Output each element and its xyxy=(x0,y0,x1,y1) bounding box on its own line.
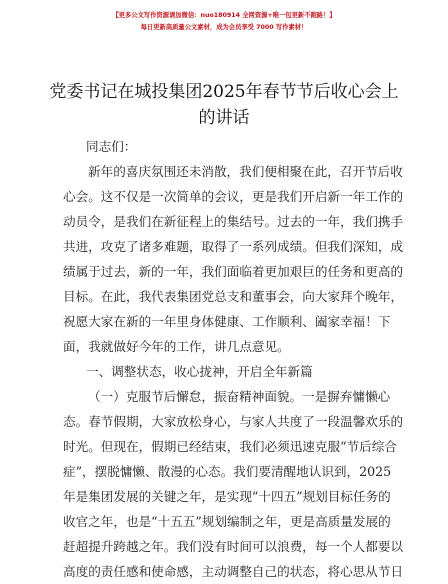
paragraph-line: 态。春节假期，大家放松身心，与家人共度了一段温馨欢乐的 xyxy=(63,414,404,429)
paragraph-line: 症”，摆脱慵懒、散漫的心态。我们要清醒地认识到，2025 xyxy=(63,464,392,479)
paragraph-line: 祝愿大家在新的一年里身体健康、工作顺利、阖家幸福！下 xyxy=(63,314,391,329)
paragraph-line: 心会。这不仅是一次简单的会议，更是我们开启新一年工作的 xyxy=(63,189,404,204)
paragraph-line: 年是集团发展的关键之年，是实现“十四五”规划目标任务的 xyxy=(63,489,391,504)
paragraph-line: 收官之年，也是“十五五”规划编制之年，更是高质量发展的 xyxy=(63,514,391,529)
paragraph-line: 共进，攻克了诸多难题，取得了一系列成绩。但我们深知，成 xyxy=(63,239,404,254)
promo-banner-line-2: 每日更新高质量公文素材，成为会员享受 7000 写作素材！ xyxy=(140,24,308,31)
salutation: 同志们： xyxy=(86,139,137,154)
document-title-line-1: 党委书记在城投集团2025年春节节后收心会上 xyxy=(49,82,399,102)
promo-banner-line-1: 【更多公文写作资源请加微信：nuo180914 全网资源+唯一包更新不跑路！】 xyxy=(112,12,336,19)
paragraph-line: 目标。在此，我代表集团党总支和董事会，向大家拜个晚年， xyxy=(63,289,404,304)
paragraph-line: 赶超提升跨越之年。我们没有时间可以浪费，每一个人都要以 xyxy=(63,539,404,554)
paragraph-line: 时光。但现在，假期已经结束，我们必须迅速克服“节后综合 xyxy=(63,439,397,454)
section-heading: 一、调整状态，收心拢神，开启全年新篇 xyxy=(86,364,313,379)
paragraph-line: （一）克服节后懈怠，振奋精神面貌。一是摒弃慵懒心 xyxy=(88,389,391,404)
paragraph-line: 新年的喜庆氛围还未消散，我们便相聚在此，召开节后收 xyxy=(88,164,403,179)
paragraph-line: 面，我就做好今年的工作，讲几点意见。 xyxy=(63,339,290,354)
paragraph-line: 高度的责任感和使命感，主动调整自己的状态，将心思从节日 xyxy=(63,564,404,579)
paragraph-line: 绩属于过去，新的一年，我们面临着更加艰巨的任务和更高的 xyxy=(63,264,404,279)
paragraph-line: 动员令，是我们在新征程上的集结号。过去的一年，我们携手 xyxy=(63,214,404,229)
document-title-line-2: 的讲话 xyxy=(198,108,250,128)
